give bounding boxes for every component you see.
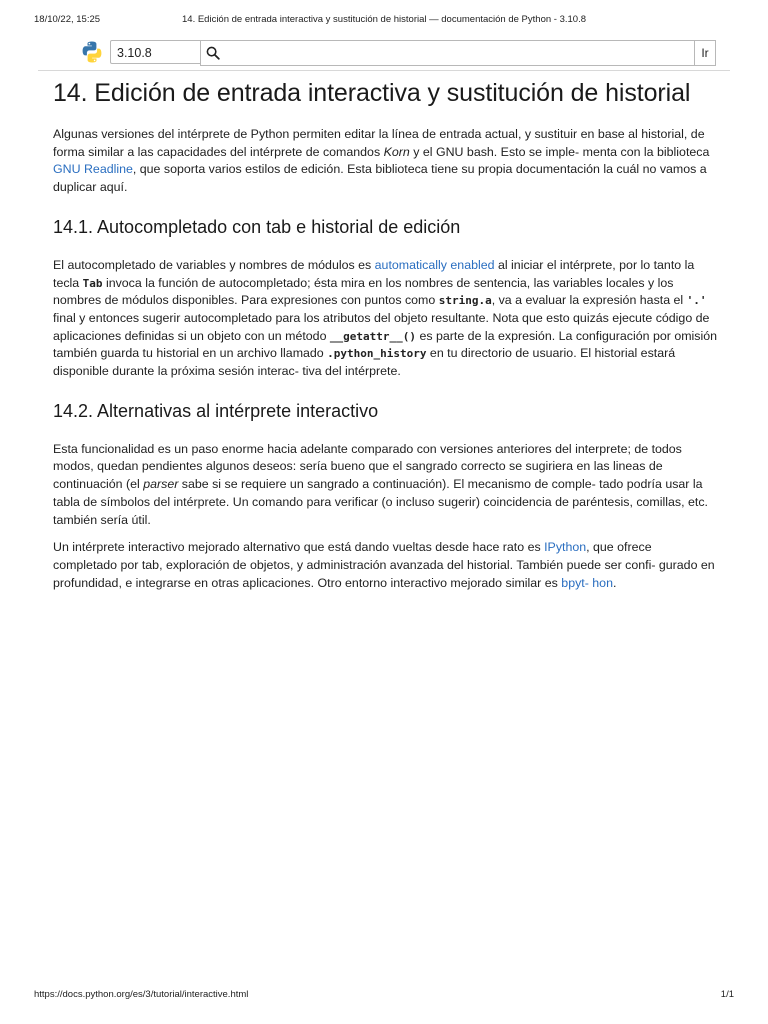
intro-text: y el GNU bash. Esto se imple- menta con la biblioteca (409, 144, 710, 159)
inline-code: '.' (686, 294, 707, 308)
body-text: El autocompletado de variables y nombres de módulos es (53, 257, 375, 272)
inline-code: Tab (82, 276, 103, 290)
body-text: sabe si se requiere un sangrado a continuación). El mecanismo de comple- tado podría usar la tabla de símbolos del intérprete. Un comando para verificar (o incluso sugerir) coincidencia de paréntesis, comillas, etc. también sería útil. (53, 477, 708, 527)
intro-paragraph (53, 126, 717, 197)
body-text: , va a evaluar la expresión hasta el (491, 293, 687, 308)
print-header (34, 14, 734, 28)
section-heading-alternativas: 14.2. Alternativas al intérprete interactivo (53, 400, 379, 421)
search-box (200, 40, 696, 66)
body-text: , que ofrece completado por tab, exploración de objetos, y administración avanzada del historial. También puede ser confi- gurado en profundidad, e integrarse en otras aplicaciones. Otro entorno interactivo mejorado similar es (53, 540, 715, 590)
inline-code: __getattr__() (329, 329, 417, 343)
body-text: Esta funcionalidad es un paso enorme hacia adelante comparado con versiones anteriores del interprete; de todos modos, quedan pendientes algunos deseos: sería bueno que el sangrado correcto se sugiriera en las lineas de continuación (el (53, 441, 682, 492)
search-input[interactable] (225, 43, 689, 65)
inline-code: .python_history (327, 347, 427, 361)
print-footer (34, 989, 734, 1003)
print-title: 14. Edición de entrada interactiva y sustitución de historial — documentación de Python - 3.10.8 (182, 14, 586, 25)
section-heading-autocompletado: 14.1. Autocompletado con tab e historial de edición (53, 216, 461, 237)
korn-emphasis: Korn (383, 144, 410, 159)
print-page-number: 1/1 (720, 989, 734, 1000)
ipython-link[interactable]: IPython (544, 540, 587, 555)
print-url: https://docs.python.org/es/3/tutorial/interactive.html (34, 989, 249, 1000)
alternativas-paragraph-2 (53, 539, 717, 592)
python-logo-icon[interactable] (80, 40, 104, 64)
bpython-link[interactable]: bpyt- hon (561, 575, 613, 590)
body-text: es parte de la expresión. La configuración por omisión también guarda tu historial en un archivo llamado (53, 328, 718, 361)
intro-text: Algunas versiones del intérprete de Python permiten editar la línea de entrada actual, y sustituir en base al historial, de forma similar a las capacidades del intérprete de comandos (53, 127, 705, 159)
search-icon (206, 46, 220, 60)
page-title: 14. Edición de entrada interactiva y sustitución de historial (53, 79, 691, 107)
body-text: en tu directorio de usuario. El historial estará disponible durante la próxima sesión interac- tiva del intérprete. (53, 346, 676, 379)
body-text: final y entonces sugerir autocompletado para los atributos del objeto resultante. Nota que esto quizás ejecute código de aplicaciones definidas si un objeto con un método (53, 310, 710, 343)
inline-code: string.a (438, 294, 492, 308)
parser-emphasis: parser (143, 477, 179, 492)
doc-content (53, 78, 717, 592)
automatically-enabled-link[interactable]: automatically enabled (374, 257, 495, 272)
alternativas-paragraph-1 (53, 441, 717, 530)
search-go-button[interactable]: Ir (694, 40, 716, 66)
body-text: . (612, 575, 617, 590)
body-text: al iniciar el intérprete, por lo tanto la tecla (53, 257, 695, 290)
autocompletado-paragraph (53, 257, 717, 381)
body-text: Un intérprete interactivo mejorado alternativo que está dando vueltas desde hace rato es (53, 540, 545, 555)
gnu-readline-link[interactable]: GNU Readline (53, 162, 133, 177)
doc-topbar (80, 40, 716, 66)
body-text: invoca la función de autocompletado; ésta mira en los nombres de sentencia, las variables locales y los nombres de módulos disponibles. Para expresiones con puntos como (53, 275, 674, 308)
print-date: 18/10/22, 15:25 (34, 14, 101, 25)
header-divider (38, 70, 730, 71)
version-select[interactable]: 3.10.8 (110, 40, 260, 64)
intro-text: , que soporta varios estilos de edición. Esta biblioteca tiene su propia documentación la cuál no vamos a duplicar aquí. (53, 162, 707, 195)
